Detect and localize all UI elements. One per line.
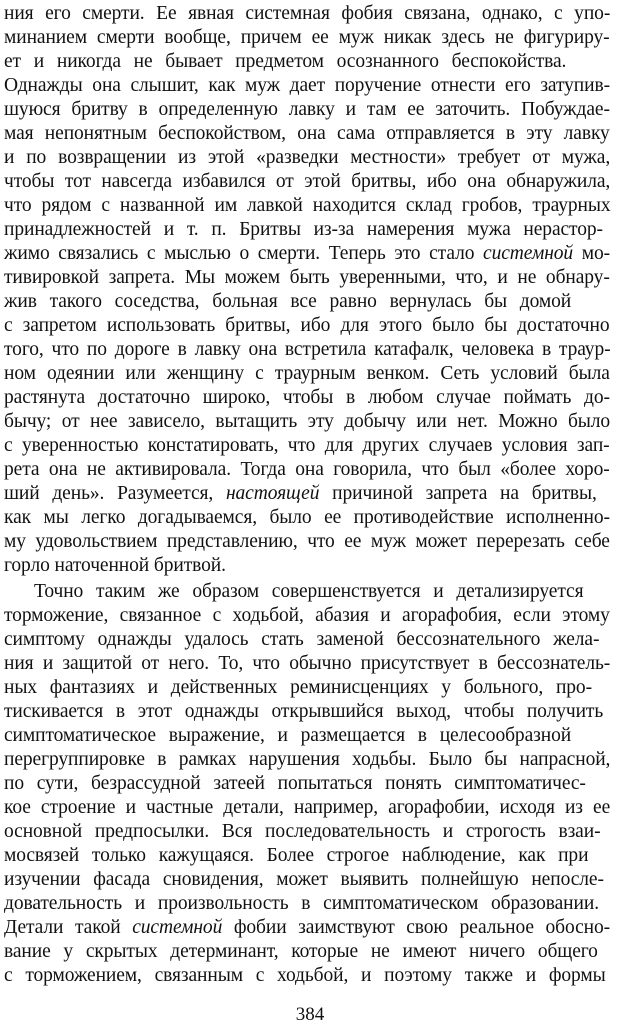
text-line: мосвязей только кажущаяся. Более строгое наблюдение, как при (4, 845, 589, 866)
text-line: по сути, безрассудной затеей попытаться понять симптоматичес- (4, 773, 586, 794)
text-line: что рядом с названной им лавкой находится склад гробов, траурных (4, 195, 611, 216)
text-line: ет и никогда не бывает предметом осознанного беспокойства. (4, 51, 567, 72)
text-line: симптоматическое выражение, и размещается в целесообразной (4, 725, 572, 746)
text-line: с запретом использовать бритвы, ибо для этого было бы достаточно (4, 315, 610, 336)
text-line: вание у скрытых детерминант, которые не имеют ничего общего (4, 941, 598, 962)
text-line: ных фантазиях и действенных реминисценциях у больного, про- (4, 677, 592, 698)
text-line: перегруппировке в рамках нарушения ходьбы. Было бы напрасной, (4, 749, 611, 770)
text-line: горло наточенной бритвой. (4, 555, 226, 576)
page-number: 384 (295, 1004, 325, 1025)
text-line: чтобы тот навсегда избавился от этой бритвы, ибо она обнаружила, (4, 171, 611, 192)
text-line: ния его смерти. Ее явная системная фобия связана, однако, с упо- (4, 3, 611, 24)
text-line: тискивается в этот однажды открывшийся выход, чтобы получить (4, 701, 604, 722)
text-line: изучении фасада сновидения, может выявить полнейшую непосле- (4, 869, 604, 890)
text-line: бычу; от нее зависело, вытащить эту добычу или нет. Можно было (4, 411, 611, 432)
emphasized-word: настоящей (225, 483, 320, 504)
text-line: основной предпосылки. Вся последовательность и строгость взаи- (4, 821, 601, 842)
text-line: ния и защитой от него. То, что обычно присутствует в бессознатель- (4, 653, 611, 674)
text-line: тивировкой запрета. Мы можем быть уверенными, что, и не обнару- (4, 267, 610, 288)
text-line: того, что по дороге в лавку она встретила катафалк, человека в траур- (4, 339, 611, 360)
emphasized-word: системной (483, 243, 574, 264)
text-line: ший день». Разумеется, настоящей причиной запрета на бритвы, (4, 483, 597, 504)
emphasized-word: системной (132, 917, 223, 938)
text-line: жив такого соседства, больная все равно вернулась бы домой (4, 291, 572, 312)
text-line: и по возвращении из этой «разведки местности» требует от мужа, (4, 147, 611, 168)
text-line: с уверенностью констатировать, что для других случаев условия зап- (4, 435, 610, 456)
text-line: минанием смерти вообще, причем ее муж никак здесь не фигуриру- (4, 27, 610, 48)
text-line: Однажды она слышит, как муж дает поручение отнести его затупив- (4, 75, 610, 96)
text-line: довательность и произвольность в симптоматическом образовании. (4, 893, 599, 914)
text-line: кое строение и частные детали, например, агорафобии, исходя из ее (4, 797, 611, 818)
text-line: ном одеянии или женщину с траурным венком. Сеть условий была (4, 363, 610, 384)
text-line: торможение, связанное с ходьбой, абазия и агорафобия, если этому (4, 605, 610, 626)
text-line: растянута достаточно широко, чтобы в любом случае поймать до- (4, 387, 610, 408)
text-line: жимо связались с мыслью о смерти. Теперь это стало системной мо- (4, 243, 611, 264)
text-line: Детали такой системной фобии заимствуют свою реальное обосно- (4, 917, 611, 938)
text-line: рета она не активировала. Тогда она говорила, что был «более хоро- (4, 459, 610, 480)
text-line: шуюся бритву в определенную лавку и там ее заточить. Побуждае- (4, 99, 610, 120)
text-line: как мы легко догадываемся, было ее противодействие исполненно- (4, 507, 610, 528)
text-line: с торможением, связанным с ходьбой, и поэтому также и формы (4, 965, 606, 986)
text-line: мая непонятным беспокойством, она сама отправляется в эту лавку (4, 123, 610, 144)
paragraph-first-line: Точно таким же образом совершенствуется и детализируется (34, 581, 584, 602)
text-line: симптому однажды удалось стать заменой бессознательного жела- (4, 629, 600, 650)
text-line: принадлежностей и т. п. Бритвы из-за намерения мужа нерастор- (4, 219, 603, 240)
text-line: му удовольствием представлению, что ее муж может перерезать себе (4, 531, 610, 552)
